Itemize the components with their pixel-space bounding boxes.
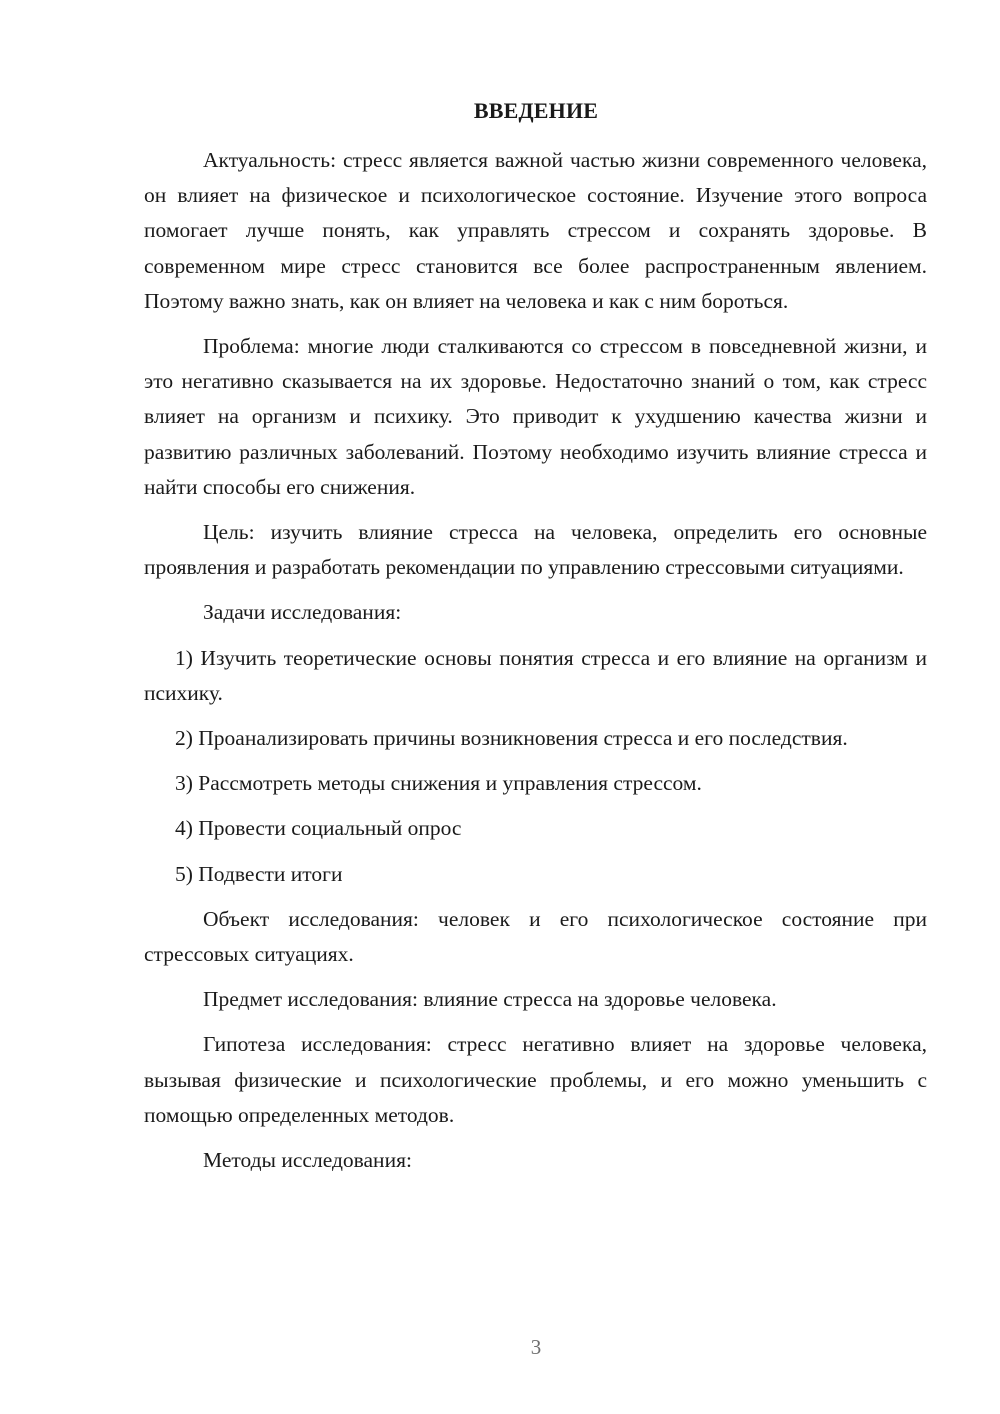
task-item-2: 2) Проанализировать причины возникновения стресса и его последствия. [175,726,848,751]
task-item-4: 4) Провести социальный опрос [175,816,462,841]
page-number: 3 [530,1335,542,1359]
paragraph-problem: Проблема: многие люди сталкиваются со стрессом в повседневной жизни, и это негативно сказывается на их здоровье. Недостаточно знаний о том, как стресс влияет на организм и психику. Это приводит к ухудшению качества жизни и развитию различных заболеваний. Поэтому необходимо изучить влияние стресса и найти способы его снижения. [144,334,927,499]
paragraph-object: Объект исследования: человек и его психологическое состояние при стрессовых ситуациях. [144,906,927,967]
methods-heading: Методы исследования: [203,1148,412,1173]
page-title: ВВЕДЕНИЕ [473,98,599,123]
paragraph-hypothesis: Гипотеза исследования: стресс негативно влияет на здоровье человека, вызывая физические и психологические проблемы, и его можно уменьшить с помощью определенных методов. [144,1032,927,1127]
tasks-heading: Задачи исследования: [203,600,402,625]
document-body [144,143,927,1188]
task-item-5: 5) Подвести итоги [175,861,343,886]
paragraph-subject: Предмет исследования: влияние стресса на здоровье человека. [203,987,777,1012]
paragraph-goal: Цель: изучить влияние стресса на человека, определить его основные проявления и разработать рекомендации по управлению стрессовыми ситуациями. [144,520,927,580]
paragraph-relevance: Актуальность: стресс является важной частью жизни современного человека, он влияет на физическое и психологическое состояние. Изучение этого вопроса помогает лучше понять, как управлять стрессом и сохранять здоровье. В современном мире стресс становится все более распространенным явлением. Поэтому важно знать, как он влияет на человека и как с ним бороться. [144,148,927,313]
task-item-3: 3) Рассмотреть методы снижения и управления стрессом. [175,771,702,796]
task-item-1: 1) Изучить теоретические основы понятия стресса и его влияние на организм и психику. [144,645,927,705]
